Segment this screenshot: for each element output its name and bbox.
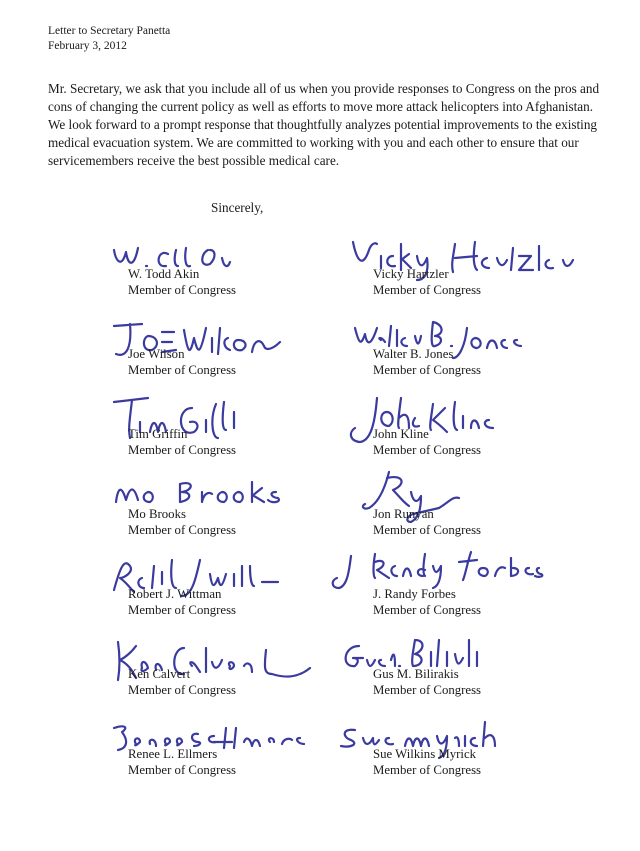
signature-block-calvert bbox=[128, 638, 368, 718]
signatory-name: Renee L. Ellmers bbox=[128, 747, 218, 761]
signatory-title: Member of Congress bbox=[128, 683, 237, 697]
signatory-title: Member of Congress bbox=[373, 443, 482, 457]
signatory-title: Member of Congress bbox=[373, 523, 482, 537]
header-recipient: Letter to Secretary Panetta bbox=[48, 25, 171, 37]
signature-block-griffin bbox=[128, 398, 368, 478]
signature-block-hartzler bbox=[373, 238, 613, 318]
signatory-name: Joe Wilson bbox=[128, 347, 185, 361]
signature-block-wittman bbox=[128, 558, 368, 638]
signatory-title: Member of Congress bbox=[373, 283, 482, 297]
signature-block-jones bbox=[373, 318, 613, 398]
letter-header bbox=[48, 24, 170, 54]
signatory-title: Member of Congress bbox=[128, 523, 237, 537]
signature-block-brooks bbox=[128, 478, 368, 558]
signatory-name: Vicky Hartzler bbox=[373, 267, 449, 281]
signatory-title: Member of Congress bbox=[373, 683, 482, 697]
signatory-name: Walter B. Jones bbox=[373, 347, 454, 361]
signature-block-kline bbox=[373, 398, 613, 478]
signature-block-myrick bbox=[373, 718, 613, 798]
signature-block-bilirakis bbox=[373, 638, 613, 718]
signatory-name: W. Todd Akin bbox=[128, 267, 200, 281]
closing: Sincerely, bbox=[211, 200, 264, 215]
signature-block-ellmers bbox=[128, 718, 368, 798]
signatory-name: Mo Brooks bbox=[128, 507, 186, 521]
signatory-name: John Kline bbox=[373, 427, 429, 441]
signatory-title: Member of Congress bbox=[128, 443, 237, 457]
signature-block-runyan bbox=[373, 478, 613, 558]
signatory-title: Member of Congress bbox=[373, 603, 482, 617]
signature-block-akin bbox=[128, 238, 368, 318]
signature-block-wilson bbox=[128, 318, 368, 398]
signatory-title: Member of Congress bbox=[373, 763, 482, 777]
signatory-title: Member of Congress bbox=[128, 283, 237, 297]
signatory-title: Member of Congress bbox=[373, 363, 482, 377]
signatory-name: Gus M. Bilirakis bbox=[373, 667, 459, 681]
signatory-name: J. Randy Forbes bbox=[373, 587, 456, 601]
signatory-name: Robert J. Wittman bbox=[128, 587, 222, 601]
signatory-name: Tim Griffin bbox=[128, 427, 188, 441]
signature-block-forbes bbox=[373, 558, 613, 638]
letter-body: Mr. Secretary, we ask that you include all of us when you provide responses to Congress on the pros and cons of changing the current policy as well as efforts to move more attack helicopters into Afghanistan. We look forward to a prompt response that thoughtfully analyzes potential improvements to the existing medical evacuation system. We are committed to working with you and each other to ensure that our servicemembers receive the best possible medical care. bbox=[48, 81, 600, 168]
signatory-name: Sue Wilkins Myrick bbox=[373, 747, 477, 761]
signatory-title: Member of Congress bbox=[128, 763, 237, 777]
signatory-name: Ken Calvert bbox=[128, 667, 191, 681]
signatory-name: Jon Runyan bbox=[373, 507, 434, 521]
signatory-title: Member of Congress bbox=[128, 603, 237, 617]
signatory-title: Member of Congress bbox=[128, 363, 237, 377]
header-date: February 3, 2012 bbox=[48, 40, 127, 52]
